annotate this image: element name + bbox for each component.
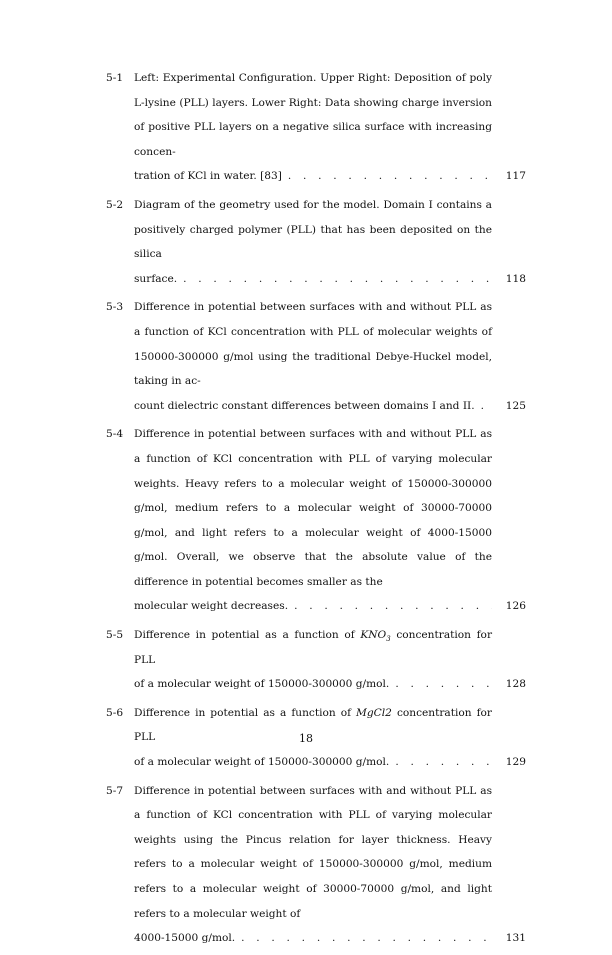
figure-caption-last-line: count dielectric constant differences between domains I and II. xyxy=(134,399,475,412)
figure-number: 5-5 xyxy=(106,629,124,642)
figure-number: 5-4 xyxy=(106,428,124,441)
page-number[interactable]: 118 xyxy=(505,272,526,285)
page-number[interactable]: 128 xyxy=(505,678,526,691)
figure-caption: Diagram of the geometry used for the model. Domain I contains a positively charged polymer (PLL) that has been deposited on the silica xyxy=(134,198,492,261)
dot-leader xyxy=(288,164,492,189)
dot-leader xyxy=(395,672,492,697)
figure-entry-5-2[interactable] xyxy=(106,193,526,291)
figure-entry-5-1[interactable] xyxy=(106,66,526,189)
figure-caption-post: concentration for PLL xyxy=(134,629,493,666)
figure-number: 5-7 xyxy=(106,784,124,797)
figure-caption: Left: Experimental Configuration. Upper Right: Deposition of poly L-lysine (PLL) layers. Lower Right: Data showing charge inversion of positive PLL layers on a negative silica surface with increasing concen- xyxy=(134,72,492,158)
figure-caption-pre: Difference in potential as a function of xyxy=(134,706,357,719)
figure-entry-5-4[interactable] xyxy=(106,422,526,619)
page-footer-number: 18 xyxy=(299,732,313,745)
figure-caption-last-line: tration of KCl in water. [83] xyxy=(134,170,282,183)
page-number[interactable]: 125 xyxy=(505,399,526,412)
dot-leader xyxy=(241,926,492,951)
figure-entry-5-5[interactable] xyxy=(106,623,526,697)
figure-entry-5-7[interactable] xyxy=(106,779,526,951)
figure-number: 5-6 xyxy=(106,706,124,719)
figure-number: 5-2 xyxy=(106,198,124,211)
figure-caption-pre: Difference in potential as a function of xyxy=(134,629,361,642)
figure-entry-5-3[interactable] xyxy=(106,295,526,418)
page-number[interactable]: 117 xyxy=(505,170,526,183)
dot-leader xyxy=(183,267,492,292)
figure-caption: Difference in potential between surfaces with and without PLL as a function of KCl concentration with PLL of varying molecular weights using the Pincus relation for layer thickness. Heavy refers to a molecular weight of 150000-300000 g/mol, medium refers to a molecular weight of 30000-70000 g/mol, and light refers to a molecular weight of xyxy=(134,784,492,920)
dot-leader xyxy=(481,394,492,419)
figure-caption-last-line: 4000-15000 g/mol. xyxy=(134,932,236,945)
figure-caption: Difference in potential between surfaces with and without PLL as a function of KCl concentration with PLL of varying molecular weights. Heavy refers to a molecular weight of 150000-300000 g/mol, medium refers to a molecular weight of 30000-70000 g/mol, and light refers to a molecular weight of 4000-15000 g/mol. Overall, we observe that the absolute value of the difference in potential becomes smaller as the xyxy=(134,428,492,588)
figure-caption-last-line: of a molecular weight of 150000-300000 g/mol. xyxy=(134,756,390,769)
page-number[interactable]: 126 xyxy=(505,600,526,613)
math-mgcl2: MgCl2 xyxy=(356,706,392,719)
dot-leader xyxy=(294,594,492,619)
math-kno3 xyxy=(360,629,391,644)
page-number[interactable]: 131 xyxy=(505,932,526,945)
figure-caption-last-line: surface. xyxy=(134,272,178,285)
math-subscript: 3 xyxy=(386,635,391,644)
figure-number: 5-3 xyxy=(106,301,124,314)
figure-caption-last-line: of a molecular weight of 150000-300000 g/mol. xyxy=(134,678,390,691)
page-number[interactable]: 129 xyxy=(505,756,526,769)
figure-caption-last-line: molecular weight decreases. xyxy=(134,600,289,613)
math-base: KNO xyxy=(360,629,387,642)
figure-caption: Difference in potential between surfaces with and without PLL as a function of KCl concentration with PLL of molecular weights of 150000-300000 g/mol using the traditional Debye-Huckel model, taking in ac- xyxy=(134,301,492,388)
list-of-figures xyxy=(106,66,526,955)
figure-number: 5-1 xyxy=(106,72,124,84)
figure-caption-post: concentration for PLL xyxy=(134,706,492,744)
dot-leader xyxy=(395,750,492,775)
